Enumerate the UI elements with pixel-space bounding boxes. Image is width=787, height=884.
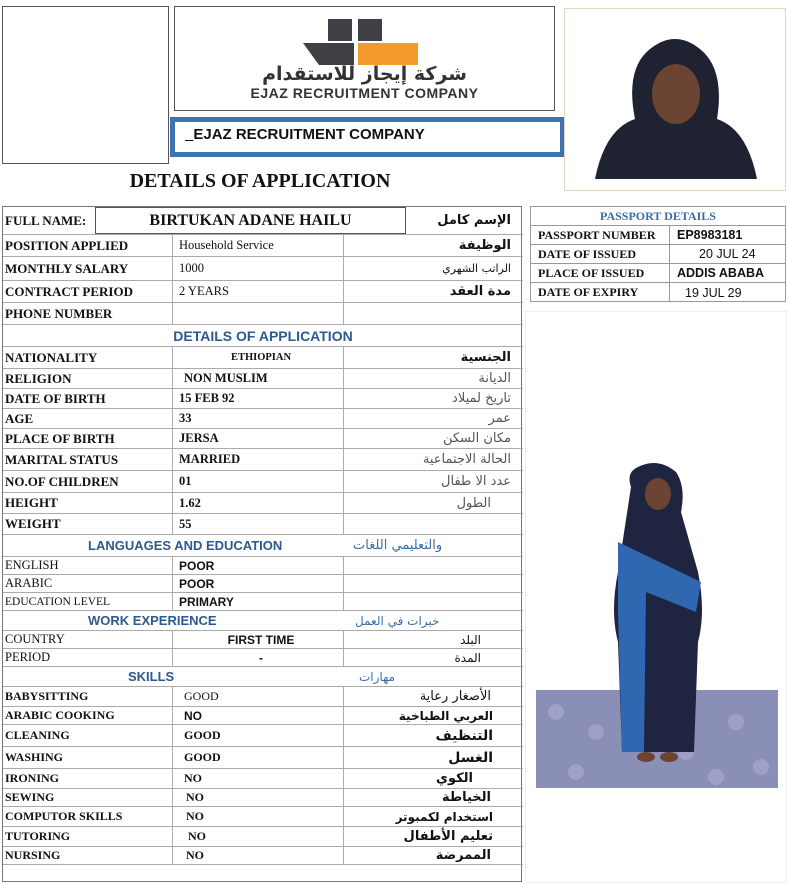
row-value: GOOD bbox=[174, 747, 344, 768]
row-value: NO bbox=[174, 847, 344, 864]
row-arabic bbox=[345, 575, 521, 592]
table-row bbox=[3, 575, 523, 593]
row-arabic: التنظيف bbox=[435, 727, 493, 744]
row-arabic bbox=[345, 557, 521, 574]
row-label: HEIGHT bbox=[5, 493, 173, 513]
blank-photo-box bbox=[2, 6, 169, 164]
row-label: MONTHLY SALARY bbox=[5, 257, 173, 280]
row-arabic: الممرضة bbox=[435, 848, 491, 863]
table-row bbox=[3, 649, 523, 667]
full-name-value: BIRTUKAN ADANE HAILU bbox=[95, 207, 406, 234]
row-label: PERIOD bbox=[5, 649, 173, 666]
table-row bbox=[3, 347, 523, 369]
section-title: WORK EXPERIENCE bbox=[88, 613, 217, 628]
row-arabic: عدد الا طفال bbox=[441, 474, 511, 489]
table-row bbox=[3, 789, 523, 807]
row-arabic bbox=[345, 303, 521, 324]
row-label: CONTRACT PERIOD bbox=[5, 281, 173, 302]
row-label: TUTORING bbox=[5, 827, 173, 846]
row-label: PHONE NUMBER bbox=[5, 303, 173, 324]
section-title-arabic: والتعليمي اللغات bbox=[353, 538, 443, 553]
application-table bbox=[2, 206, 522, 882]
row-value: NO bbox=[174, 707, 344, 724]
row-arabic: مكان السكن bbox=[442, 431, 511, 446]
row-value: 1.62 bbox=[174, 493, 344, 513]
row-value: Household Service bbox=[174, 235, 344, 256]
row-arabic: البلد bbox=[460, 632, 481, 647]
row-label: CLEANING bbox=[5, 725, 173, 746]
row-arabic: الأصغار رعاية bbox=[419, 689, 491, 704]
company-prefix: _ bbox=[185, 126, 194, 143]
table-row bbox=[3, 303, 523, 325]
row-value: 55 bbox=[174, 514, 344, 534]
table-row bbox=[3, 514, 523, 535]
section-title-arabic: خبرات في العمل bbox=[355, 613, 440, 628]
row-label: COMPUTOR SKILLS bbox=[5, 807, 173, 826]
row-value: NO bbox=[174, 789, 344, 806]
row-value: 33 bbox=[174, 409, 344, 428]
company-name-bar bbox=[170, 117, 565, 157]
full-body-photo bbox=[525, 311, 787, 883]
row-label: NURSING bbox=[5, 847, 173, 864]
passport-title-row bbox=[531, 207, 785, 226]
row-arabic: الطول bbox=[456, 495, 491, 511]
row-label: ARABIC bbox=[5, 575, 173, 592]
table-row bbox=[3, 449, 523, 471]
headshot-photo bbox=[564, 8, 786, 191]
table-row bbox=[3, 807, 523, 827]
row-arabic bbox=[345, 593, 521, 610]
logo-english-text: EJAZ RECRUITMENT COMPANY bbox=[250, 85, 479, 101]
section-header-work bbox=[3, 611, 523, 631]
table-row bbox=[3, 235, 523, 257]
section-header-skills bbox=[3, 667, 523, 687]
row-label: WASHING bbox=[5, 747, 173, 768]
row-arabic: الراتب الشهري bbox=[442, 262, 511, 275]
row-value: NO bbox=[174, 807, 344, 826]
passport-label: DATE OF ISSUED bbox=[531, 245, 670, 263]
table-row bbox=[3, 471, 523, 493]
table-row bbox=[3, 493, 523, 514]
row-arabic: الجنسية bbox=[460, 350, 511, 365]
table-row bbox=[3, 707, 523, 725]
row-value: - bbox=[174, 649, 344, 666]
row-arabic: الوظيفة bbox=[458, 238, 511, 253]
page-title: DETAILS OF APPLICATION bbox=[129, 170, 391, 192]
row-label: RELIGION bbox=[5, 369, 173, 388]
table-row bbox=[3, 593, 523, 611]
full-name-arabic: الإسم كامل bbox=[437, 213, 511, 228]
table-row bbox=[3, 827, 523, 847]
row-value: NO bbox=[174, 827, 344, 846]
row-arabic: العربي الطباخية bbox=[398, 708, 493, 723]
row-label: ARABIC COOKING bbox=[5, 707, 173, 724]
row-label: SEWING bbox=[5, 789, 173, 806]
section-title: SKILLS bbox=[128, 669, 175, 684]
table-row bbox=[3, 557, 523, 575]
table-row bbox=[3, 389, 523, 409]
table-row bbox=[531, 264, 785, 283]
passport-label: PLACE OF ISSUED bbox=[531, 264, 670, 282]
row-label: POSITION APPLIED bbox=[5, 235, 173, 256]
row-label: DATE OF BIRTH bbox=[5, 389, 173, 408]
row-label: IRONING bbox=[5, 769, 173, 788]
row-label: BABYSITTING bbox=[5, 687, 173, 706]
table-row bbox=[3, 281, 523, 303]
row-value: ETHIOPIAN bbox=[174, 347, 344, 368]
passport-value: ADDIS ABABA bbox=[677, 266, 765, 280]
company-name: EJAZ RECRUITMENT COMPANY bbox=[193, 126, 425, 143]
row-value: FIRST TIME bbox=[174, 631, 344, 648]
company-logo bbox=[174, 6, 555, 111]
row-value: GOOD bbox=[174, 687, 344, 706]
logo-arabic-text: شركة إيجاز للاستقدام bbox=[262, 63, 467, 85]
row-label: NATIONALITY bbox=[5, 347, 173, 368]
table-row bbox=[3, 631, 523, 649]
table-row-full-name bbox=[3, 207, 523, 235]
row-value: NON MUSLIM bbox=[174, 369, 344, 388]
row-arabic: استخدام لكمبوتر bbox=[395, 809, 493, 824]
row-value: 15 FEB 92 bbox=[174, 389, 344, 408]
table-row bbox=[3, 769, 523, 789]
row-value: POOR bbox=[174, 575, 344, 592]
row-value: PRIMARY bbox=[174, 593, 344, 610]
row-value: 1000 bbox=[174, 257, 344, 280]
row-arabic: الكوي bbox=[436, 771, 473, 786]
table-row bbox=[3, 725, 523, 747]
table-row bbox=[3, 409, 523, 429]
row-value: NO bbox=[174, 769, 344, 788]
row-arabic: الديانة bbox=[478, 371, 511, 386]
row-label: WEIGHT bbox=[5, 514, 173, 534]
row-value: 01 bbox=[174, 471, 344, 492]
row-arabic: الغسل bbox=[448, 749, 493, 766]
table-row bbox=[3, 369, 523, 389]
table-row bbox=[531, 226, 785, 245]
table-row bbox=[531, 245, 785, 264]
row-arabic: تعليم الأطفال bbox=[403, 829, 493, 844]
row-value: MARRIED bbox=[174, 449, 344, 470]
row-arabic: الخياطة bbox=[441, 790, 491, 805]
table-row bbox=[3, 847, 523, 865]
passport-value: EP8983181 bbox=[677, 228, 743, 242]
row-value: JERSA bbox=[174, 429, 344, 448]
section-title: LANGUAGES AND EDUCATION bbox=[88, 538, 283, 553]
row-arabic: مدة العقد bbox=[449, 284, 511, 299]
row-arabic: تاريخ لميلاد bbox=[452, 391, 511, 406]
section-header-details bbox=[3, 325, 523, 347]
section-header-languages bbox=[3, 535, 523, 557]
person-headshot-icon bbox=[565, 9, 786, 191]
passport-value: 20 JUL 24 bbox=[699, 247, 756, 261]
row-value: POOR bbox=[174, 557, 344, 574]
person-full-body-icon bbox=[526, 312, 787, 883]
row-label: EDUCATION LEVEL bbox=[5, 593, 173, 610]
row-label: PLACE OF BIRTH bbox=[5, 429, 173, 448]
passport-title: PASSPORT DETAILS bbox=[600, 208, 716, 223]
row-label: COUNTRY bbox=[5, 631, 173, 648]
row-value bbox=[174, 303, 344, 324]
row-value: GOOD bbox=[174, 725, 344, 746]
row-arabic: الحالة الاجتماعية bbox=[422, 452, 511, 467]
passport-label: PASSPORT NUMBER bbox=[531, 226, 670, 244]
row-label: MARITAL STATUS bbox=[5, 449, 173, 470]
row-label: AGE bbox=[5, 409, 173, 428]
row-arabic bbox=[345, 514, 521, 534]
table-row bbox=[3, 747, 523, 769]
passport-details-table bbox=[530, 206, 786, 302]
section-title: DETAILS OF APPLICATION bbox=[173, 327, 353, 344]
table-row bbox=[3, 257, 523, 281]
section-title-arabic: مهارات bbox=[359, 669, 396, 684]
row-arabic: عمر bbox=[488, 411, 511, 426]
row-arabic: المدة bbox=[454, 650, 481, 665]
full-name-label: FULL NAME: bbox=[5, 212, 87, 228]
passport-value: 19 JUL 29 bbox=[685, 285, 742, 300]
row-label: ENGLISH bbox=[5, 557, 173, 574]
table-row bbox=[3, 429, 523, 449]
passport-label: DATE OF EXPIRY bbox=[531, 283, 670, 302]
row-label: NO.OF CHILDREN bbox=[5, 471, 173, 492]
row-value: 2 YEARS bbox=[174, 281, 344, 302]
table-row bbox=[531, 283, 785, 302]
table-row bbox=[3, 687, 523, 707]
